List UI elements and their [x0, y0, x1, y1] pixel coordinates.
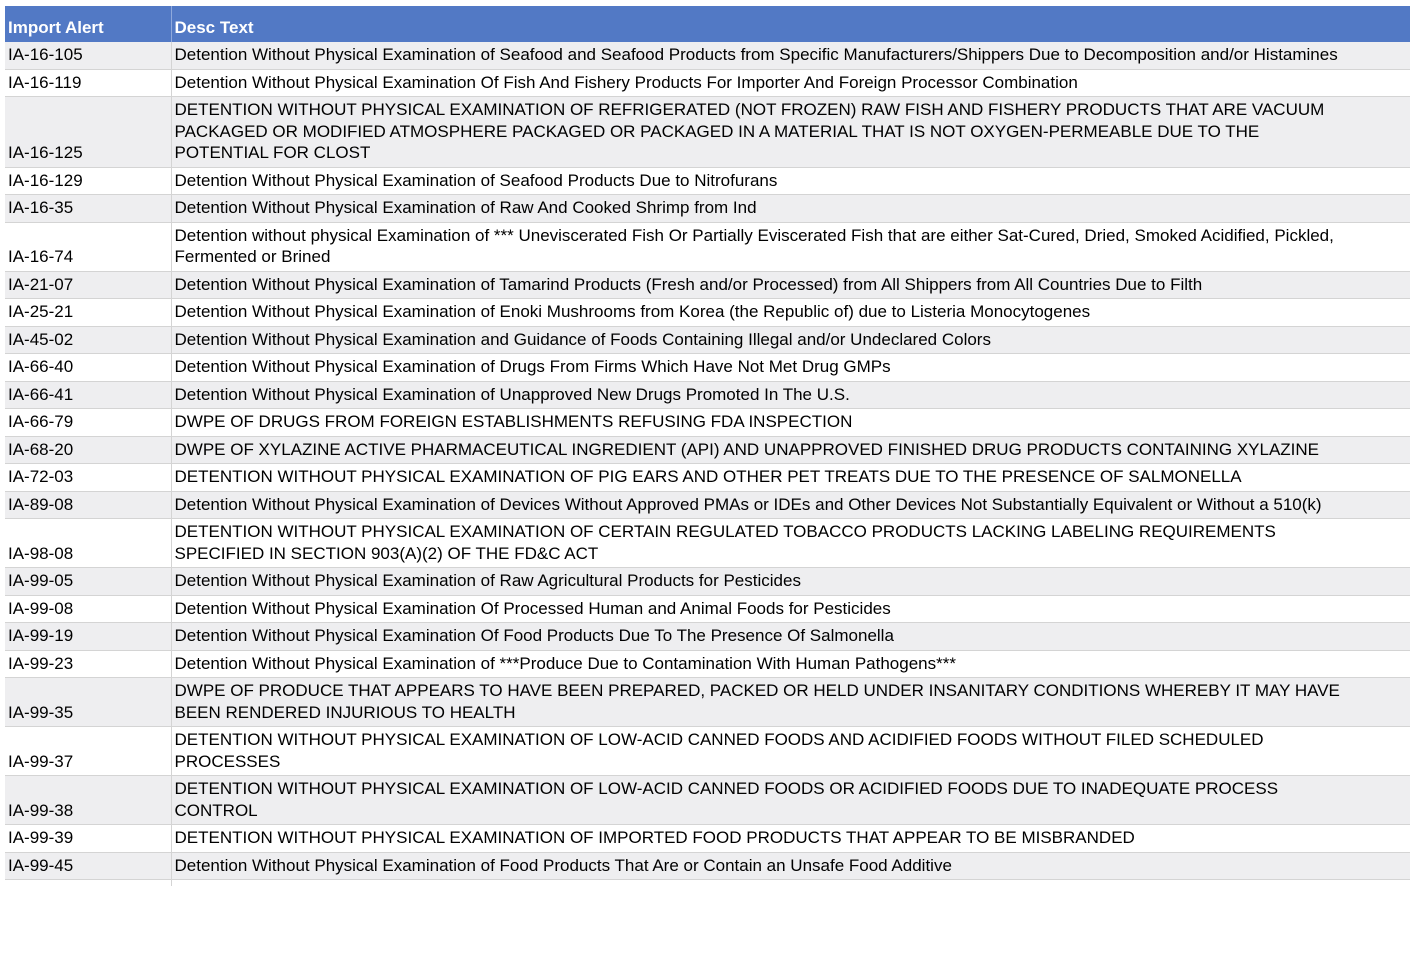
desc-text-cell[interactable]: Detention Without Physical Examination Of Fish And Fishery Products For Importer And Foreign Processor Combination	[171, 69, 1410, 97]
table-row[interactable]	[5, 568, 1410, 596]
table-row[interactable]	[5, 222, 1410, 271]
table-row[interactable]	[5, 776, 1410, 825]
table-row[interactable]	[5, 97, 1410, 168]
import-alert-cell[interactable]: IA-99-38	[5, 776, 171, 825]
desc-text-cell[interactable]: DWPE OF DRUGS FROM FOREIGN ESTABLISHMENTS REFUSING FDA INSPECTION	[171, 409, 1410, 437]
import-alert-cell[interactable]: IA-89-08	[5, 491, 171, 519]
import-alert-cell[interactable]: IA-99-19	[5, 623, 171, 651]
import-alert-cell[interactable]: IA-68-20	[5, 436, 171, 464]
import-alert-cell[interactable]: IA-99-05	[5, 568, 171, 596]
import-alert-cell[interactable]: IA-72-03	[5, 464, 171, 492]
header-row	[5, 6, 1410, 42]
import-alert-table	[5, 6, 1410, 886]
column-header-import-alert[interactable]: Import Alert	[5, 6, 171, 42]
import-alert-cell[interactable]: IA-66-41	[5, 381, 171, 409]
table-row[interactable]	[5, 825, 1410, 853]
table-row[interactable]	[5, 678, 1410, 727]
desc-text-cell[interactable]: Detention Without Physical Examination of Raw And Cooked Shrimp from Ind	[171, 195, 1410, 223]
desc-text-cell[interactable]: DWPE OF XYLAZINE ACTIVE PHARMACEUTICAL INGREDIENT (API) AND UNAPPROVED FINISHED DRUG PRODUCTS CONTAINING XYLAZINE	[171, 436, 1410, 464]
table-row[interactable]	[5, 623, 1410, 651]
desc-text-cell[interactable]: Detention Without Physical Examination Of Food Products Due To The Presence Of Salmonella	[171, 623, 1410, 651]
desc-text-cell[interactable]: Detention Without Physical Examination of Seafood and Seafood Products from Specific Manufacturers/Shippers Due to Decomposition and/or Histamines	[171, 42, 1410, 69]
table-row[interactable]	[5, 464, 1410, 492]
import-alert-cell[interactable]: IA-16-129	[5, 167, 171, 195]
table-row[interactable]	[5, 852, 1410, 880]
table-row[interactable]	[5, 727, 1410, 776]
table-row[interactable]	[5, 271, 1410, 299]
import-alert-cell[interactable]: IA-99-35	[5, 678, 171, 727]
import-alert-cell[interactable]: IA-66-40	[5, 354, 171, 382]
desc-text-cell[interactable]: DETENTION WITHOUT PHYSICAL EXAMINATION OF PIG EARS AND OTHER PET TREATS DUE TO THE PRESENCE OF SALMONELLA	[171, 464, 1410, 492]
desc-text-cell[interactable]: Detention Without Physical Examination of Drugs From Firms Which Have Not Met Drug GMPs	[171, 354, 1410, 382]
desc-text-cell[interactable]: Detention Without Physical Examination of Unapproved New Drugs Promoted In The U.S.	[171, 381, 1410, 409]
import-alert-cell[interactable]: IA-99-45	[5, 852, 171, 880]
desc-text-cell[interactable]: DETENTION WITHOUT PHYSICAL EXAMINATION OF IMPORTED FOOD PRODUCTS THAT APPEAR TO BE MISBRANDED	[171, 825, 1410, 853]
table-row-partial[interactable]	[5, 880, 1410, 887]
import-alert-cell[interactable]: IA-16-105	[5, 42, 171, 69]
table-row[interactable]	[5, 326, 1410, 354]
table-row[interactable]	[5, 299, 1410, 327]
import-alert-cell[interactable]: IA-16-35	[5, 195, 171, 223]
import-alert-cell[interactable]: IA-99-23	[5, 650, 171, 678]
table-row[interactable]	[5, 409, 1410, 437]
desc-text-cell[interactable]: Detention Without Physical Examination of Enoki Mushrooms from Korea (the Republic of) due to Listeria Monocytogenes	[171, 299, 1410, 327]
desc-text-cell[interactable]: DETENTION WITHOUT PHYSICAL EXAMINATION OF REFRIGERATED (NOT FROZEN) RAW FISH AND FISHERY PRODUCTS THAT ARE VACUUM PACKAGED OR MODIFIED ATMOSPHERE PACKAGED OR PACKAGED IN A MATERIAL THAT IS NOT OXYGEN-PERMEABLE DUE TO THE POTENTIAL FOR CLOST	[171, 97, 1410, 168]
import-alert-cell[interactable]	[5, 880, 171, 887]
desc-text-cell[interactable]: Detention Without Physical Examination of Seafood Products Due to Nitrofurans	[171, 167, 1410, 195]
table-row[interactable]	[5, 436, 1410, 464]
table-row[interactable]	[5, 42, 1410, 69]
import-alert-cell[interactable]: IA-16-74	[5, 222, 171, 271]
desc-text-cell[interactable]: Detention without physical Examination of *** Uneviscerated Fish Or Partially Eviscerated Fish that are either Sat-Cured, Dried, Smoked Acidified, Pickled, Fermented or Brined	[171, 222, 1410, 271]
desc-text-cell[interactable]: Detention Without Physical Examination Of Processed Human and Animal Foods for Pesticides	[171, 595, 1410, 623]
table-body	[5, 42, 1410, 886]
desc-text-cell[interactable]: Detention Without Physical Examination of Food Products That Are or Contain an Unsafe Food Additive	[171, 852, 1410, 880]
desc-text-cell[interactable]: DETENTION WITHOUT PHYSICAL EXAMINATION OF CERTAIN REGULATED TOBACCO PRODUCTS LACKING LABELING REQUIREMENTS SPECIFIED IN SECTION 903(A)(2) OF THE FD&C ACT	[171, 519, 1410, 568]
spreadsheet-table	[5, 6, 1410, 886]
desc-text-cell[interactable]: Detention Without Physical Examination and Guidance of Foods Containing Illegal and/or Undeclared Colors	[171, 326, 1410, 354]
import-alert-cell[interactable]: IA-98-08	[5, 519, 171, 568]
import-alert-cell[interactable]: IA-25-21	[5, 299, 171, 327]
desc-text-cell[interactable]: Detention Without Physical Examination of Tamarind Products (Fresh and/or Processed) from All Shippers from All Countries Due to Filth	[171, 271, 1410, 299]
import-alert-cell[interactable]: IA-99-39	[5, 825, 171, 853]
table-row[interactable]	[5, 195, 1410, 223]
desc-text-cell[interactable]: Detention Without Physical Examination of ***Produce Due to Contamination With Human Pathogens***	[171, 650, 1410, 678]
desc-text-cell[interactable]: Detention Without Physical Examination of Devices Without Approved PMAs or IDEs and Other Devices Not Substantially Equivalent or Without a 510(k)	[171, 491, 1410, 519]
import-alert-cell[interactable]: IA-99-37	[5, 727, 171, 776]
table-row[interactable]	[5, 519, 1410, 568]
table-row[interactable]	[5, 650, 1410, 678]
table-row[interactable]	[5, 595, 1410, 623]
import-alert-cell[interactable]: IA-16-119	[5, 69, 171, 97]
column-header-desc-text[interactable]: Desc Text	[171, 6, 1410, 42]
desc-text-cell[interactable]: DETENTION WITHOUT PHYSICAL EXAMINATION OF LOW-ACID CANNED FOODS OR ACIDIFIED FOODS DUE TO INADEQUATE PROCESS CONTROL	[171, 776, 1410, 825]
desc-text-cell[interactable]: DWPE OF PRODUCE THAT APPEARS TO HAVE BEEN PREPARED, PACKED OR HELD UNDER INSANITARY CONDITIONS WHEREBY IT MAY HAVE BEEN RENDERED INJURIOUS TO HEALTH	[171, 678, 1410, 727]
import-alert-cell[interactable]: IA-21-07	[5, 271, 171, 299]
desc-text-cell[interactable]	[171, 880, 1410, 887]
import-alert-cell[interactable]: IA-99-08	[5, 595, 171, 623]
table-row[interactable]	[5, 69, 1410, 97]
desc-text-cell[interactable]: Detention Without Physical Examination of Raw Agricultural Products for Pesticides	[171, 568, 1410, 596]
import-alert-cell[interactable]: IA-66-79	[5, 409, 171, 437]
table-row[interactable]	[5, 491, 1410, 519]
import-alert-cell[interactable]: IA-45-02	[5, 326, 171, 354]
desc-text-cell[interactable]: DETENTION WITHOUT PHYSICAL EXAMINATION OF LOW-ACID CANNED FOODS AND ACIDIFIED FOODS WITHOUT FILED SCHEDULED PROCESSES	[171, 727, 1410, 776]
table-row[interactable]	[5, 354, 1410, 382]
table-row[interactable]	[5, 167, 1410, 195]
import-alert-cell[interactable]: IA-16-125	[5, 97, 171, 168]
table-row[interactable]	[5, 381, 1410, 409]
